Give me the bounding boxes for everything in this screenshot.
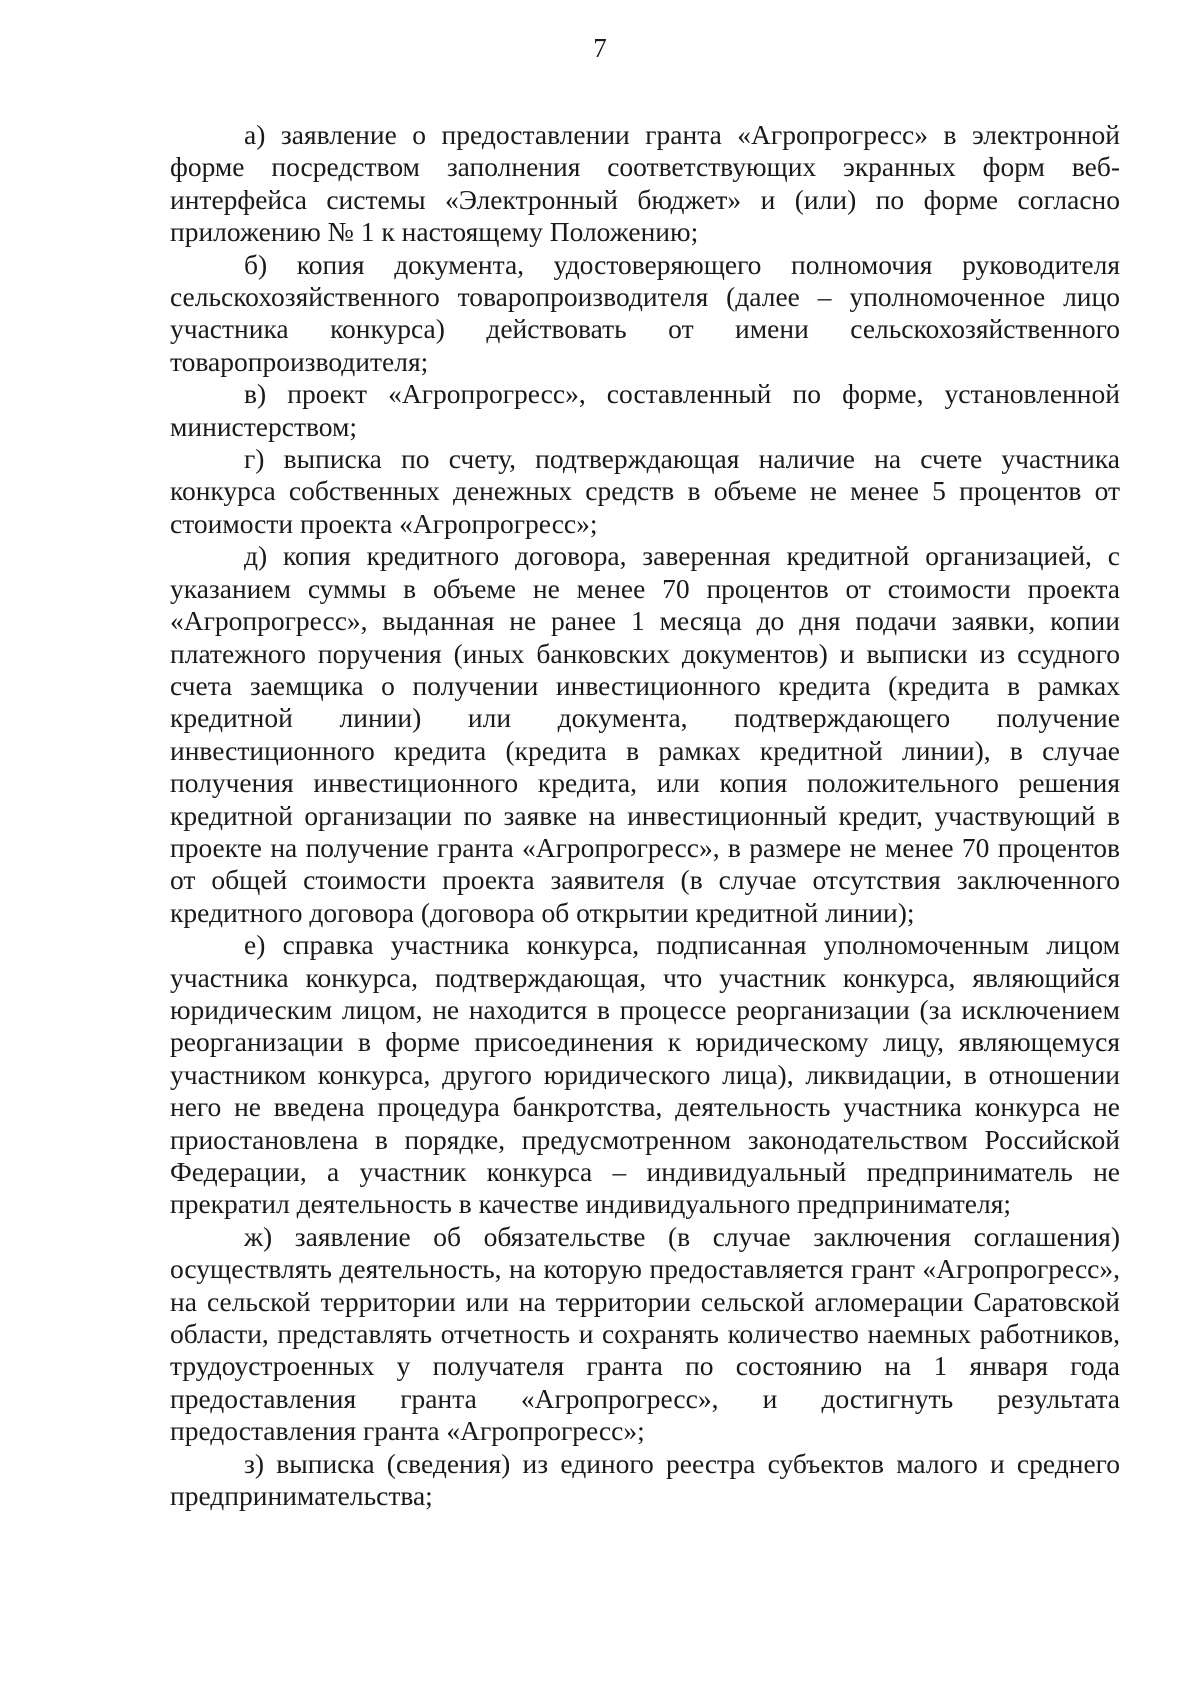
paragraph-g: г) выписка по счету, подтверждающая наличие на счете участника конкурса собственных денежных средств в объеме не менее 5 процентов от стоимости проекта «Агропрогресс»; xyxy=(170,443,1120,539)
paragraph-d: д) копия кредитного договора, заверенная кредитной организацией, с указанием суммы в объеме не менее 70 процентов от стоимости проекта «Агропрогресс», выданная не ранее 1 месяца до дня подачи заявки, копии платежного поручения (иных банковских документов) и выписки из ссудного счета заемщика о получении инвестиционного кредита (кредита в рамках кредитной линии) или документа, подтверждающего получение инвестиционного кредита (кредита в рамках кредитной линии), в случае получения инвестиционного кредита, или копия положительного решения кредитной организации по заявке на инвестиционный кредит, участвующий в проекте на получение гранта «Агропрогресс», в размере не менее 70 процентов от общей стоимости проекта заявителя (в случае отсутствия заключенного кредитного договора (договора об открытии кредитной линии); xyxy=(170,540,1120,928)
paragraph-e: е) справка участника конкурса, подписанная уполномоченным лицом участника конкурса, подтверждающая, что участник конкурса, являющийся юридическим лицом, не находится в процессе реорганизации (за исключением реорганизации в форме присоединения к юридическому лицу, являющемуся участником конкурса, другого юридического лица), ликвидации, в отношении него не введена процедура банкротства, деятельность участника конкурса не приостановлена в порядке, предусмотренном законодательством Российской Федерации, а участник конкурса – индивидуальный предприниматель не прекратил деятельность в качестве индивидуального предпринимателя; xyxy=(170,929,1120,1220)
paragraph-v: в) проект «Агропрогресс», составленный по форме, установленной министерством; xyxy=(170,378,1120,442)
paragraph-b: б) копия документа, удостоверяющего полномочия руководителя сельскохозяйственного товаропроизводителя (далее – уполномоченное лицо участника конкурса) действовать от имени сельскохозяйственного товаропроизводителя; xyxy=(170,248,1120,377)
paragraph-a: а) заявление о предоставлении гранта «Агропрогресс» в электронной форме посредством заполнения соответствующих экранных форм веб-интерфейса системы «Электронный бюджет» и (или) по форме согласно приложению № 1 к настоящему Положению; xyxy=(170,119,1120,248)
page-number: 7 xyxy=(593,33,607,63)
document-body xyxy=(170,119,1120,1512)
paragraph-z: з) выписка (сведения) из единого реестра субъектов малого и среднего предпринимательства; xyxy=(170,1447,1120,1512)
paragraph-zh: ж) заявление об обязательстве (в случае заключения соглашения) осуществлять деятельность, на которую предоставляется грант «Агропрогресс», на сельской территории или на территории сельской агломерации Саратовской области, представлять отчетность и сохранять количество наемных работников, трудоустроенных у получателя гранта по состоянию на 1 января года предоставления гранта «Агропрогресс», и достигнуть результата предоставления гранта «Агропрогресс»; xyxy=(170,1220,1120,1447)
